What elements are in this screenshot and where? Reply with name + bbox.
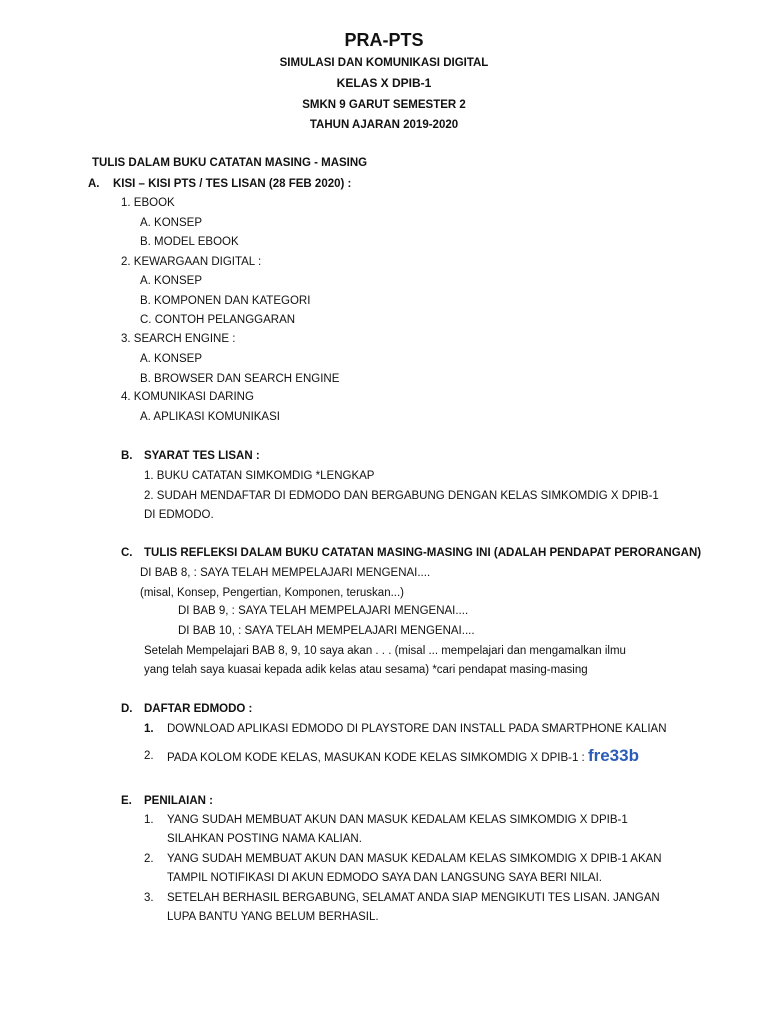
section-a-marker: A.: [88, 178, 100, 190]
class-code-instruction: PADA KOLOM KODE KELAS, MASUKAN KODE KELAS SIMKOMDIG X DPIB-1 :: [167, 752, 585, 764]
document-title: PRA-PTS: [344, 30, 424, 50]
section-a-subitem: A. KONSEP: [140, 217, 202, 229]
section-d-title: DAFTAR EDMODO :: [144, 703, 253, 715]
section-e-item-line: LUPA BANTU YANG BELUM BERHASIL.: [167, 911, 379, 923]
section-d-item-number: 1.: [144, 723, 154, 735]
section-e-item-number: 2.: [144, 853, 154, 865]
section-e-item-line: TAMPIL NOTIFIKASI DI AKUN EDMODO SAYA DAN LANGSUNG SAYA BERI NILAI.: [167, 872, 602, 884]
section-b-line: DI EDMODO.: [144, 509, 214, 521]
school-semester: SMKN 9 GARUT SEMESTER 2: [302, 99, 466, 111]
section-a-item: 1. EBOOK: [121, 197, 175, 209]
section-e-item-number: 1.: [144, 814, 154, 826]
section-b-marker: B.: [121, 450, 133, 462]
section-a-item: 2. KEWARGAAN DIGITAL :: [121, 256, 262, 268]
section-b-line: 1. BUKU CATATAN SIMKOMDIG *LENGKAP: [144, 470, 375, 482]
section-e-item-number: 3.: [144, 892, 154, 904]
section-c-line: yang telah saya kuasai kepada adik kelas atau sesama) *cari pendapat masing-masing: [144, 664, 588, 676]
intro-instruction: TULIS DALAM BUKU CATATAN MASING - MASING: [92, 157, 368, 169]
section-e-marker: E.: [121, 795, 132, 807]
section-d-marker: D.: [121, 703, 133, 715]
section-a-item: 4. KOMUNIKASI DARING: [121, 391, 254, 403]
academic-year: TAHUN AJARAN 2019-2020: [309, 119, 459, 131]
section-a-subitem: A. KONSEP: [140, 275, 202, 287]
section-c-line: Setelah Mempelajari BAB 8, 9, 10 saya akan . . . (misal ... mempelajari dan mengamalkan ilmu: [144, 645, 626, 657]
section-a-title: KISI – KISI PTS / TES LISAN (28 FEB 2020) :: [113, 178, 352, 190]
section-e-item-line: SETELAH BERHASIL BERGABUNG, SELAMAT ANDA SIAP MENGIKUTI TES LISAN. JANGAN: [167, 892, 660, 904]
subject-title: SIMULASI DAN KOMUNIKASI DIGITAL: [279, 57, 489, 69]
section-c-title: TULIS REFLEKSI DALAM BUKU CATATAN MASING-MASING INI (ADALAH PENDAPAT PERORANGAN): [144, 547, 702, 559]
section-c-line: DI BAB 8, : SAYA TELAH MEMPELAJARI MENGENAI....: [140, 567, 431, 579]
section-a-subitem: B. MODEL EBOOK: [140, 236, 239, 248]
section-a-item: 3. SEARCH ENGINE :: [121, 333, 236, 345]
section-b-title: SYARAT TES LISAN :: [144, 450, 260, 462]
section-c-marker: C.: [121, 547, 133, 559]
section-e-title: PENILAIAN :: [144, 795, 213, 807]
section-e-item-line: YANG SUDAH MEMBUAT AKUN DAN MASUK KEDALAM KELAS SIMKOMDIG X DPIB-1: [167, 814, 628, 826]
class-code: fre33b: [587, 746, 639, 765]
section-e-item-line: SILAHKAN POSTING NAMA KALIAN.: [167, 833, 362, 845]
section-d-item-text: DOWNLOAD APLIKASI EDMODO DI PLAYSTORE DAN INSTALL PADA SMARTPHONE KALIAN: [167, 723, 667, 735]
section-b-line: 2. SUDAH MENDAFTAR DI EDMODO DAN BERGABUNG DENGAN KELAS SIMKOMDIG X DPIB-1: [144, 490, 659, 502]
section-a-subitem: A. APLIKASI KOMUNIKASI: [140, 411, 280, 423]
section-d-item-number: 2.: [144, 750, 154, 762]
section-c-line: DI BAB 10, : SAYA TELAH MEMPELAJARI MENGENAI....: [178, 625, 475, 637]
section-d-item-text: [167, 746, 639, 765]
section-a-subitem: A. KONSEP: [140, 353, 202, 365]
section-a-subitem: C. CONTOH PELANGGARAN: [140, 314, 296, 326]
section-a-subitem: B. KOMPONEN DAN KATEGORI: [140, 295, 311, 307]
section-e-item-line: YANG SUDAH MEMBUAT AKUN DAN MASUK KEDALAM KELAS SIMKOMDIG X DPIB-1 AKAN: [167, 853, 662, 865]
section-c-line: (misal, Konsep, Pengertian, Komponen, teruskan...): [140, 587, 405, 599]
section-a-subitem: B. BROWSER DAN SEARCH ENGINE: [140, 373, 340, 385]
section-c-line: DI BAB 9, : SAYA TELAH MEMPELAJARI MENGENAI....: [178, 605, 469, 617]
class-title: KELAS X DPIB-1: [336, 76, 432, 90]
